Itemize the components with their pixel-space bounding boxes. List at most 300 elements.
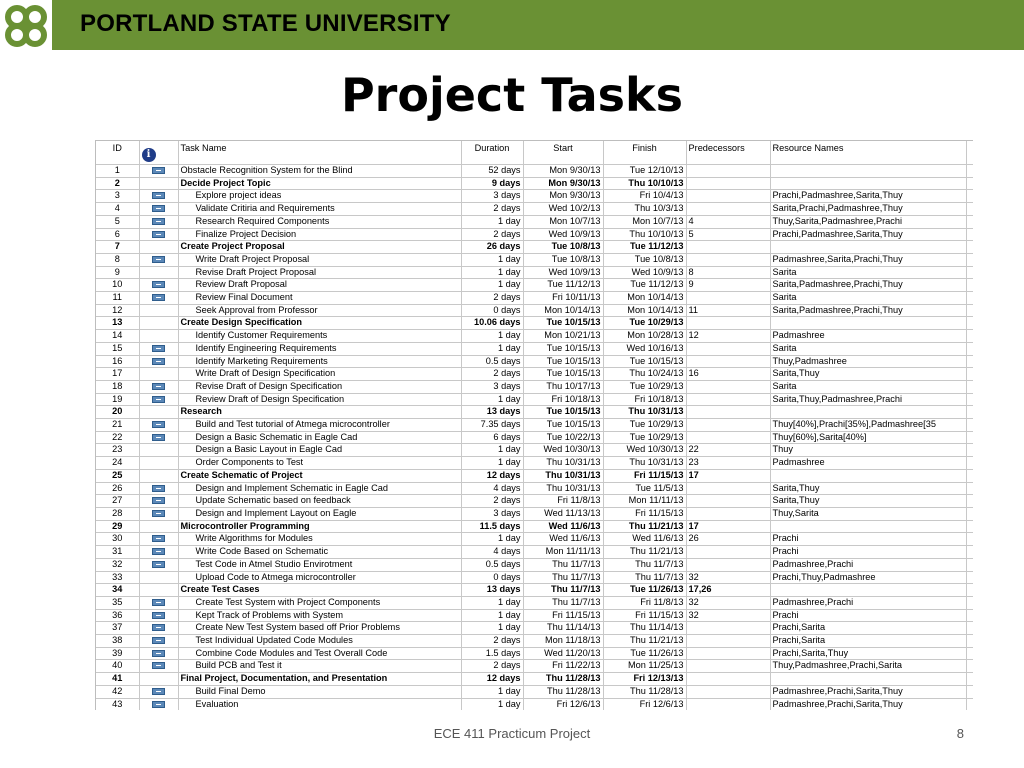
- task-extra: [966, 203, 973, 216]
- task-duration: 26 days: [461, 241, 523, 254]
- task-id: 17: [96, 368, 139, 381]
- task-duration: 2 days: [461, 495, 523, 508]
- task-name: Evaluation: [178, 698, 461, 710]
- table-row: [96, 571, 973, 584]
- task-extra: [966, 241, 973, 254]
- task-duration: 2 days: [461, 368, 523, 381]
- task-id: 24: [96, 457, 139, 470]
- task-resources: Padmashree,Prachi: [770, 558, 966, 571]
- task-id: 1: [96, 165, 139, 178]
- task-extra: [966, 558, 973, 571]
- notes-indicator-icon: [152, 358, 165, 365]
- task-resources: Padmashree,Prachi,Sarita,Thuy: [770, 698, 966, 710]
- task-duration: 1 day: [461, 685, 523, 698]
- table-row: [96, 355, 973, 368]
- task-resources: Thuy: [770, 444, 966, 457]
- task-start: Wed 10/2/13: [523, 203, 603, 216]
- psu-logo-icon: [0, 0, 52, 52]
- task-finish: Mon 10/14/13: [603, 304, 686, 317]
- task-extra: [966, 266, 973, 279]
- task-finish: Wed 10/9/13: [603, 266, 686, 279]
- task-name: Revise Draft Project Proposal: [178, 266, 461, 279]
- task-start: Tue 10/15/13: [523, 317, 603, 330]
- task-duration: 52 days: [461, 165, 523, 178]
- task-name: Create Schematic of Project: [178, 469, 461, 482]
- task-name: Obstacle Recognition System for the Blind: [178, 165, 461, 178]
- task-extra: [966, 431, 973, 444]
- task-id: 40: [96, 660, 139, 673]
- notes-indicator-icon: [152, 688, 165, 695]
- task-name: Design and Implement Schematic in Eagle Cad: [178, 482, 461, 495]
- task-start: Wed 11/20/13: [523, 647, 603, 660]
- task-finish: Wed 11/6/13: [603, 533, 686, 546]
- task-duration: 2 days: [461, 635, 523, 648]
- notes-indicator-icon: [152, 218, 165, 225]
- notes-indicator-icon: [152, 205, 165, 212]
- table-row: [96, 266, 973, 279]
- task-resources: Padmashree,Prachi: [770, 596, 966, 609]
- task-resources: Sarita,Thuy: [770, 368, 966, 381]
- task-resources: Thuy[40%],Prachi[35%],Padmashree[35: [770, 419, 966, 432]
- task-resources: Sarita,Thuy,Padmashree,Prachi: [770, 393, 966, 406]
- task-start: Mon 11/18/13: [523, 635, 603, 648]
- task-start: Tue 10/15/13: [523, 342, 603, 355]
- task-start: Thu 11/28/13: [523, 673, 603, 686]
- task-predecessors: [686, 190, 770, 203]
- task-indicator: [139, 647, 178, 660]
- task-finish: Wed 10/16/13: [603, 342, 686, 355]
- table-row: [96, 368, 973, 381]
- task-finish: Thu 10/24/13: [603, 368, 686, 381]
- task-predecessors: [686, 253, 770, 266]
- task-id: 30: [96, 533, 139, 546]
- task-name: Validate Critiria and Requirements: [178, 203, 461, 216]
- table-row: [96, 330, 973, 343]
- slide-title: Project Tasks: [340, 68, 684, 122]
- task-duration: 0.5 days: [461, 558, 523, 571]
- task-id: 8: [96, 253, 139, 266]
- task-duration: 1 day: [461, 342, 523, 355]
- task-indicator: [139, 342, 178, 355]
- task-extra: [966, 215, 973, 228]
- task-id: 2: [96, 177, 139, 190]
- task-predecessors: [686, 419, 770, 432]
- column-header-duration: Duration: [461, 141, 523, 165]
- task-finish: Mon 10/14/13: [603, 292, 686, 305]
- task-resources: Thuy,Padmashree,Prachi,Sarita: [770, 660, 966, 673]
- task-finish: Thu 11/21/13: [603, 520, 686, 533]
- task-finish: Tue 10/29/13: [603, 431, 686, 444]
- task-name: Create Test Cases: [178, 584, 461, 597]
- table-row: [96, 622, 973, 635]
- task-name: Review Draft Proposal: [178, 279, 461, 292]
- task-duration: 1 day: [461, 393, 523, 406]
- task-finish: Tue 10/29/13: [603, 380, 686, 393]
- task-duration: 2 days: [461, 660, 523, 673]
- task-resources: Sarita,Thuy: [770, 495, 966, 508]
- task-resources: Sarita: [770, 266, 966, 279]
- task-id: 35: [96, 596, 139, 609]
- task-start: Thu 10/17/13: [523, 380, 603, 393]
- task-extra: [966, 469, 973, 482]
- task-extra: [966, 495, 973, 508]
- task-extra: [966, 596, 973, 609]
- column-header-extra: [966, 141, 973, 165]
- task-start: Mon 9/30/13: [523, 177, 603, 190]
- task-extra: [966, 673, 973, 686]
- task-duration: 9 days: [461, 177, 523, 190]
- task-name: Build and Test tutorial of Atmega microcontroller: [178, 419, 461, 432]
- table-row: [96, 584, 973, 597]
- task-name: Review Final Document: [178, 292, 461, 305]
- task-predecessors: [686, 660, 770, 673]
- notes-indicator-icon: [152, 637, 165, 644]
- task-id: 11: [96, 292, 139, 305]
- notes-indicator-icon: [152, 497, 165, 504]
- task-predecessors: 12: [686, 330, 770, 343]
- task-resources: Thuy[60%],Sarita[40%]: [770, 431, 966, 444]
- table-row: [96, 304, 973, 317]
- task-predecessors: 23: [686, 457, 770, 470]
- task-name: Decide Project Topic: [178, 177, 461, 190]
- task-id: 6: [96, 228, 139, 241]
- task-finish: Tue 10/29/13: [603, 317, 686, 330]
- task-name: Write Draft Project Proposal: [178, 253, 461, 266]
- task-extra: [966, 368, 973, 381]
- task-predecessors: [686, 558, 770, 571]
- task-resources: Prachi,Sarita,Thuy: [770, 647, 966, 660]
- task-resources: Thuy,Sarita: [770, 507, 966, 520]
- notes-indicator-icon: [152, 561, 165, 568]
- notes-indicator-icon: [152, 294, 165, 301]
- task-duration: 13 days: [461, 584, 523, 597]
- task-resources: Padmashree,Prachi,Sarita,Thuy: [770, 685, 966, 698]
- table-row: [96, 253, 973, 266]
- task-extra: [966, 190, 973, 203]
- info-icon: i: [142, 148, 156, 162]
- task-start: Wed 11/13/13: [523, 507, 603, 520]
- task-extra: [966, 660, 973, 673]
- task-start: Fri 11/15/13: [523, 609, 603, 622]
- task-id: 20: [96, 406, 139, 419]
- task-extra: [966, 380, 973, 393]
- task-predecessors: [686, 342, 770, 355]
- task-predecessors: [686, 482, 770, 495]
- task-finish: Mon 11/25/13: [603, 660, 686, 673]
- task-finish: Tue 11/12/13: [603, 279, 686, 292]
- task-table: [96, 141, 973, 710]
- task-start: Tue 11/12/13: [523, 279, 603, 292]
- task-extra: [966, 444, 973, 457]
- task-id: 29: [96, 520, 139, 533]
- task-indicator: [139, 571, 178, 584]
- notes-indicator-icon: [152, 535, 165, 542]
- task-predecessors: 17: [686, 520, 770, 533]
- table-row: [96, 596, 973, 609]
- task-predecessors: [686, 317, 770, 330]
- task-resources: Sarita: [770, 292, 966, 305]
- task-predecessors: 4: [686, 215, 770, 228]
- task-resources: Sarita,Padmashree,Prachi,Thuy: [770, 279, 966, 292]
- task-duration: 1 day: [461, 457, 523, 470]
- task-name: Revise Draft of Design Specification: [178, 380, 461, 393]
- task-predecessors: [686, 647, 770, 660]
- task-extra: [966, 177, 973, 190]
- table-row: [96, 203, 973, 216]
- task-id: 38: [96, 635, 139, 648]
- task-finish: Fri 11/15/13: [603, 609, 686, 622]
- task-indicator: [139, 635, 178, 648]
- task-start: Tue 10/8/13: [523, 241, 603, 254]
- task-id: 26: [96, 482, 139, 495]
- task-indicator: [139, 253, 178, 266]
- task-predecessors: [686, 431, 770, 444]
- task-id: 19: [96, 393, 139, 406]
- task-indicator: [139, 304, 178, 317]
- task-name: Research: [178, 406, 461, 419]
- task-start: Mon 9/30/13: [523, 165, 603, 178]
- task-predecessors: 32: [686, 609, 770, 622]
- task-name: Build PCB and Test it: [178, 660, 461, 673]
- task-indicator: [139, 469, 178, 482]
- task-start: Fri 10/11/13: [523, 292, 603, 305]
- task-start: Thu 10/31/13: [523, 457, 603, 470]
- table-row: [96, 431, 973, 444]
- task-id: 10: [96, 279, 139, 292]
- task-predecessors: [686, 685, 770, 698]
- task-indicator: [139, 558, 178, 571]
- task-extra: [966, 253, 973, 266]
- task-extra: [966, 342, 973, 355]
- task-duration: 6 days: [461, 431, 523, 444]
- task-id: 15: [96, 342, 139, 355]
- task-predecessors: 32: [686, 571, 770, 584]
- task-table-body: [96, 165, 973, 711]
- task-indicator: [139, 215, 178, 228]
- task-resources: Padmashree,Sarita,Prachi,Thuy: [770, 253, 966, 266]
- table-row: [96, 558, 973, 571]
- table-row: [96, 215, 973, 228]
- task-extra: [966, 355, 973, 368]
- task-start: Tue 10/8/13: [523, 253, 603, 266]
- table-row: [96, 457, 973, 470]
- task-resources: Prachi: [770, 609, 966, 622]
- task-name: Upload Code to Atmega microcontroller: [178, 571, 461, 584]
- project-task-table: [95, 140, 973, 710]
- task-duration: 12 days: [461, 673, 523, 686]
- task-indicator: [139, 279, 178, 292]
- notes-indicator-icon: [152, 421, 165, 428]
- task-predecessors: [686, 177, 770, 190]
- table-row: [96, 647, 973, 660]
- task-indicator: [139, 393, 178, 406]
- task-indicator: [139, 190, 178, 203]
- task-finish: Wed 10/30/13: [603, 444, 686, 457]
- task-extra: [966, 571, 973, 584]
- task-id: 32: [96, 558, 139, 571]
- task-finish: Fri 10/4/13: [603, 190, 686, 203]
- task-id: 43: [96, 698, 139, 710]
- task-finish: Fri 10/18/13: [603, 393, 686, 406]
- task-predecessors: [686, 380, 770, 393]
- task-start: Thu 11/28/13: [523, 685, 603, 698]
- task-id: 5: [96, 215, 139, 228]
- task-extra: [966, 584, 973, 597]
- task-extra: [966, 609, 973, 622]
- task-extra: [966, 317, 973, 330]
- task-finish: Tue 12/10/13: [603, 165, 686, 178]
- task-duration: 7.35 days: [461, 419, 523, 432]
- task-extra: [966, 393, 973, 406]
- task-start: Thu 11/7/13: [523, 571, 603, 584]
- table-row: [96, 444, 973, 457]
- task-resources: Sarita,Thuy: [770, 482, 966, 495]
- column-header-indicators: [139, 141, 178, 165]
- task-start: Thu 11/14/13: [523, 622, 603, 635]
- task-indicator: [139, 584, 178, 597]
- notes-indicator-icon: [152, 485, 165, 492]
- task-finish: Mon 11/11/13: [603, 495, 686, 508]
- notes-indicator-icon: [152, 612, 165, 619]
- table-row: [96, 673, 973, 686]
- task-resources: [770, 177, 966, 190]
- task-id: 12: [96, 304, 139, 317]
- task-start: Thu 10/31/13: [523, 469, 603, 482]
- table-row: [96, 533, 973, 546]
- task-predecessors: [686, 622, 770, 635]
- task-finish: Mon 10/28/13: [603, 330, 686, 343]
- task-finish: Thu 11/7/13: [603, 571, 686, 584]
- task-indicator: [139, 266, 178, 279]
- task-duration: 1 day: [461, 533, 523, 546]
- task-extra: [966, 507, 973, 520]
- task-finish: Tue 11/26/13: [603, 647, 686, 660]
- task-duration: 3 days: [461, 190, 523, 203]
- table-row: [96, 419, 973, 432]
- task-name: Create Project Proposal: [178, 241, 461, 254]
- table-row: [96, 469, 973, 482]
- table-row: [96, 177, 973, 190]
- task-extra: [966, 292, 973, 305]
- institution-name: PORTLAND STATE UNIVERSITY: [80, 10, 451, 37]
- task-predecessors: 16: [686, 368, 770, 381]
- task-id: 14: [96, 330, 139, 343]
- task-extra: [966, 228, 973, 241]
- task-indicator: [139, 406, 178, 419]
- task-finish: Thu 11/21/13: [603, 546, 686, 559]
- task-finish: Fri 12/13/13: [603, 673, 686, 686]
- task-extra: [966, 546, 973, 559]
- task-name: Identify Engineering Requirements: [178, 342, 461, 355]
- task-start: Mon 11/11/13: [523, 546, 603, 559]
- task-start: Mon 10/14/13: [523, 304, 603, 317]
- task-finish: Thu 11/21/13: [603, 635, 686, 648]
- task-id: 34: [96, 584, 139, 597]
- task-name: Finalize Project Decision: [178, 228, 461, 241]
- task-name: Write Algorithms for Modules: [178, 533, 461, 546]
- task-id: 37: [96, 622, 139, 635]
- task-name: Design a Basic Schematic in Eagle Cad: [178, 431, 461, 444]
- task-id: 13: [96, 317, 139, 330]
- task-predecessors: [686, 635, 770, 648]
- task-extra: [966, 165, 973, 178]
- task-indicator: [139, 330, 178, 343]
- task-finish: Tue 10/29/13: [603, 419, 686, 432]
- task-extra: [966, 482, 973, 495]
- task-indicator: [139, 431, 178, 444]
- task-id: 27: [96, 495, 139, 508]
- task-finish: Thu 11/14/13: [603, 622, 686, 635]
- task-resources: Prachi,Padmashree,Sarita,Thuy: [770, 228, 966, 241]
- task-start: Fri 12/6/13: [523, 698, 603, 710]
- table-row: [96, 342, 973, 355]
- task-resources: Prachi: [770, 533, 966, 546]
- column-header-start: Start: [523, 141, 603, 165]
- task-predecessors: [686, 203, 770, 216]
- notes-indicator-icon: [152, 383, 165, 390]
- table-row: [96, 507, 973, 520]
- notes-indicator-icon: [152, 510, 165, 517]
- task-duration: 1 day: [461, 330, 523, 343]
- task-resources: Sarita,Padmashree,Prachi,Thuy: [770, 304, 966, 317]
- task-indicator: [139, 673, 178, 686]
- task-extra: [966, 622, 973, 635]
- notes-indicator-icon: [152, 701, 165, 708]
- task-id: 25: [96, 469, 139, 482]
- task-name: Update Schematic based on feedback: [178, 495, 461, 508]
- task-extra: [966, 279, 973, 292]
- task-finish: Tue 10/15/13: [603, 355, 686, 368]
- task-indicator: [139, 507, 178, 520]
- notes-indicator-icon: [152, 434, 165, 441]
- task-id: 39: [96, 647, 139, 660]
- task-name: Identify Customer Requirements: [178, 330, 461, 343]
- task-name: Final Project, Documentation, and Presentation: [178, 673, 461, 686]
- task-start: Tue 10/15/13: [523, 406, 603, 419]
- task-name: Research Required Components: [178, 215, 461, 228]
- task-start: Tue 10/15/13: [523, 368, 603, 381]
- column-header-task-name: Task Name: [178, 141, 461, 165]
- task-duration: 1 day: [461, 266, 523, 279]
- task-finish: Tue 10/8/13: [603, 253, 686, 266]
- task-resources: Thuy,Sarita,Padmashree,Prachi: [770, 215, 966, 228]
- task-resources: [770, 584, 966, 597]
- task-duration: 4 days: [461, 546, 523, 559]
- task-finish: Fri 11/15/13: [603, 507, 686, 520]
- task-predecessors: 11: [686, 304, 770, 317]
- task-duration: 12 days: [461, 469, 523, 482]
- task-start: Thu 11/7/13: [523, 596, 603, 609]
- task-predecessors: [686, 355, 770, 368]
- table-row: [96, 241, 973, 254]
- table-row: [96, 685, 973, 698]
- task-resources: Prachi,Sarita: [770, 635, 966, 648]
- task-id: 22: [96, 431, 139, 444]
- task-duration: 1 day: [461, 215, 523, 228]
- task-extra: [966, 406, 973, 419]
- task-indicator: [139, 419, 178, 432]
- task-extra: [966, 330, 973, 343]
- task-resources: [770, 673, 966, 686]
- task-name: Create Design Specification: [178, 317, 461, 330]
- task-resources: [770, 241, 966, 254]
- task-id: 16: [96, 355, 139, 368]
- task-indicator: [139, 622, 178, 635]
- notes-indicator-icon: [152, 192, 165, 199]
- table-row: [96, 495, 973, 508]
- task-indicator: [139, 228, 178, 241]
- task-predecessors: [686, 546, 770, 559]
